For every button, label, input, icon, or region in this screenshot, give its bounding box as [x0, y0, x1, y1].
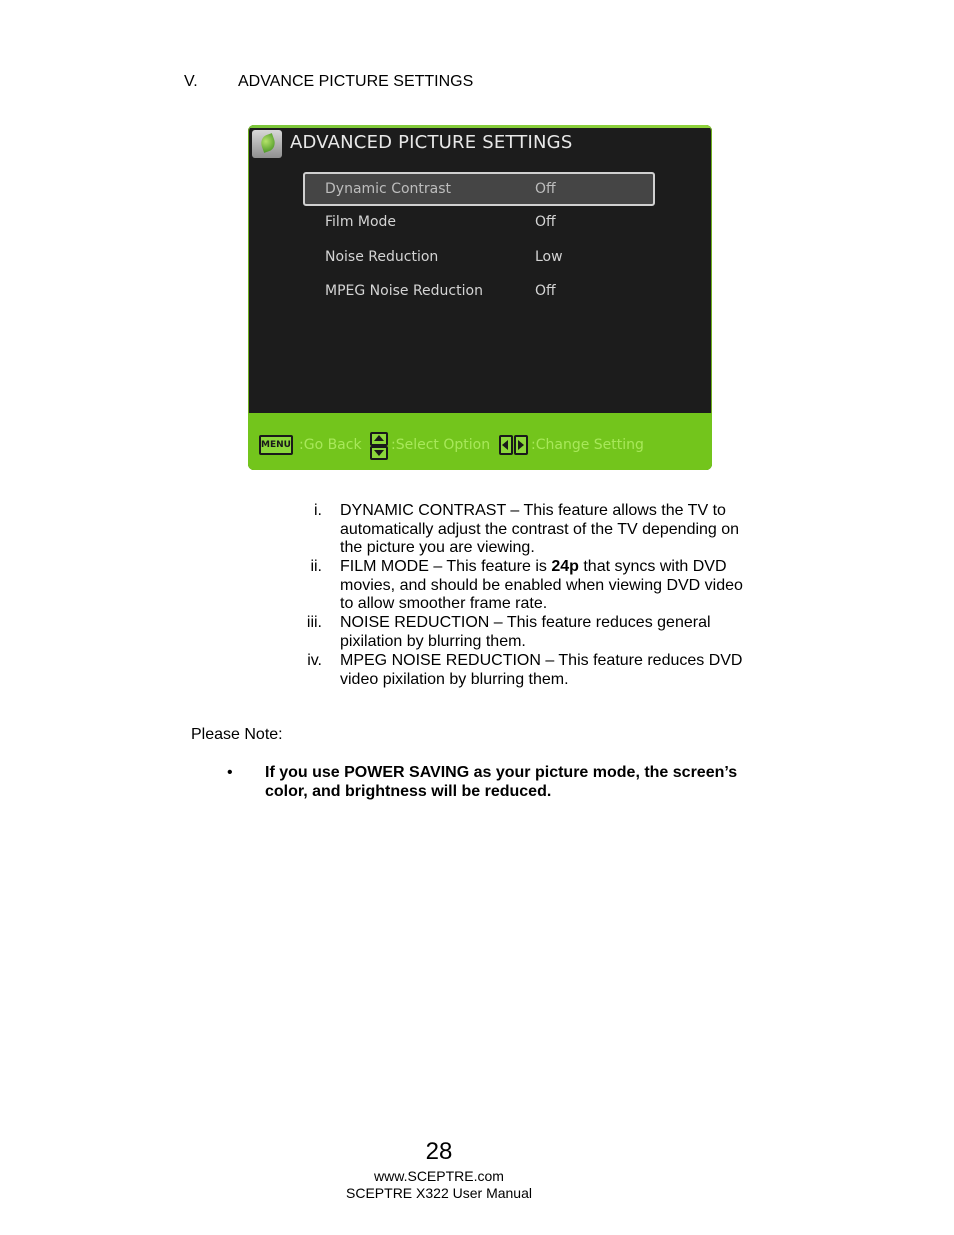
- osd-footer-bar: [248, 413, 712, 470]
- list-line: NOISE REDUCTION – This feature reduces general: [340, 614, 711, 631]
- section-title: ADVANCE PICTURE SETTINGS: [238, 73, 474, 90]
- footer-url: www.SCEPTRE.com: [374, 1168, 504, 1184]
- list-item: [340, 558, 770, 614]
- list-number: iv.: [307, 652, 322, 669]
- page-number: 28: [425, 1138, 453, 1165]
- osd-item-label: Film Mode: [325, 214, 397, 230]
- footer-manual-title: SCEPTRE X322 User Manual: [346, 1185, 532, 1201]
- list-line: [340, 558, 770, 577]
- note-heading: Please Note:: [191, 726, 283, 743]
- osd-title: ADVANCED PICTURE SETTINGS: [290, 132, 573, 153]
- list-number: ii.: [310, 558, 322, 575]
- list-line: DYNAMIC CONTRAST – This feature allows the TV to: [340, 502, 726, 519]
- osd-item-label: Noise Reduction: [325, 249, 439, 265]
- list-line: video pixilation by blurring them.: [340, 670, 569, 688]
- list-line: pixilation by blurring them.: [340, 632, 526, 650]
- list-line: MPEG NOISE REDUCTION – This feature reduces DVD: [340, 652, 743, 669]
- list-text: that syncs with DVD: [578, 558, 727, 575]
- list-number: i.: [314, 502, 322, 519]
- list-line: to allow smoother frame rate.: [340, 595, 548, 613]
- list-line: movies, and should be enabled when viewing DVD video: [340, 576, 743, 594]
- section-number: V.: [184, 73, 198, 90]
- osd-item-noise-reduction[interactable]: [304, 242, 654, 274]
- osd-item-mpeg-noise-reduction[interactable]: [304, 276, 654, 308]
- note-line: If you use POWER SAVING as your picture mode, the screen’s: [265, 764, 738, 781]
- osd-item-label: Dynamic Contrast: [325, 181, 452, 197]
- list-line: the picture you are viewing.: [340, 539, 535, 557]
- list-line: automatically adjust the contrast of the TV depending on: [340, 520, 740, 538]
- osd-item-film-mode[interactable]: [304, 207, 654, 239]
- osd-item-dynamic-contrast[interactable]: [303, 172, 655, 206]
- change-setting-hint: :Change Setting: [531, 437, 644, 453]
- osd-item-value: Low: [535, 249, 563, 265]
- list-bold-text: 24p: [551, 558, 579, 575]
- list-text: FILM MODE – This feature is: [340, 558, 552, 575]
- osd-item-value: Off: [535, 283, 556, 299]
- bullet-icon: •: [227, 764, 233, 781]
- list-number: iii.: [306, 614, 322, 631]
- osd-item-value: Off: [535, 181, 556, 197]
- osd-screenshot: [248, 125, 712, 470]
- osd-top-accent: [248, 125, 712, 128]
- select-option-hint: :Select Option: [391, 437, 491, 453]
- osd-item-label: MPEG Noise Reduction: [325, 283, 483, 299]
- picture-settings-icon: [252, 130, 282, 158]
- list-item: [340, 614, 770, 651]
- note-line: color, and brightness will be reduced.: [265, 782, 552, 800]
- list-item: [340, 502, 770, 558]
- note-bullet-text: [265, 764, 775, 801]
- go-back-hint: :Go Back: [299, 437, 362, 453]
- osd-item-value: Off: [535, 214, 556, 230]
- menu-key-icon: MENU: [259, 435, 293, 455]
- list-item: [340, 652, 770, 689]
